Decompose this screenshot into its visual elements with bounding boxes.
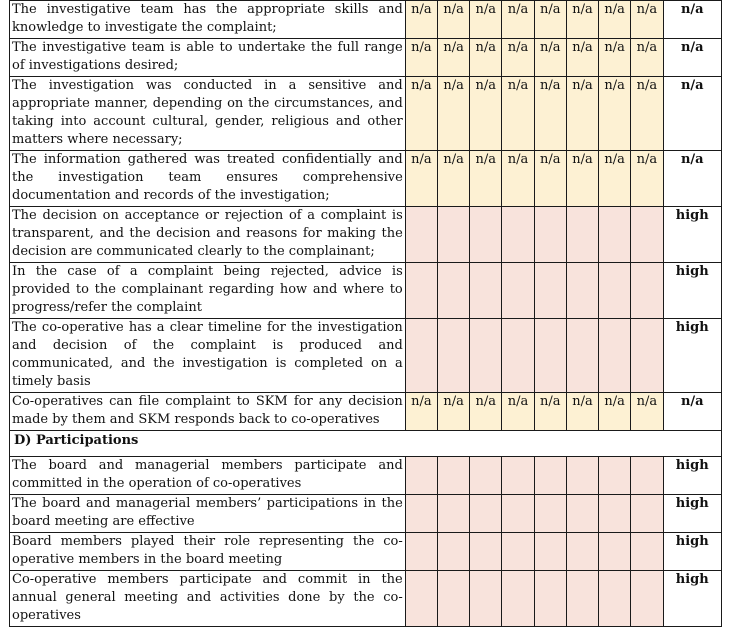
score-cell — [534, 495, 566, 533]
score-cell: n/a — [599, 1, 631, 39]
score-cell: n/a — [405, 77, 437, 151]
criterion-text: The co-operative has a clear timeline for the investigation and decision of the complaint is produced and communicated, and the investigation is completed on a timely basis — [10, 319, 406, 393]
score-cell — [566, 571, 598, 627]
score-cell — [631, 533, 663, 571]
score-cell — [405, 457, 437, 495]
score-cell: n/a — [502, 1, 534, 39]
rating-cell: high — [663, 263, 721, 319]
score-cell — [470, 533, 502, 571]
score-cell: n/a — [631, 1, 663, 39]
score-cell — [534, 207, 566, 263]
score-cell — [566, 319, 598, 393]
criterion-text: The decision on acceptance or rejection of a complaint is transparent, and the decision and reasons for making the decision are communicated clearly to the complainant; — [10, 207, 406, 263]
score-cell: n/a — [599, 77, 631, 151]
score-cell: n/a — [534, 39, 566, 77]
score-cell — [470, 319, 502, 393]
criterion-text: The investigative team is able to undertake the full range of investigations desired; — [10, 39, 406, 77]
score-cell — [534, 533, 566, 571]
rating-cell: high — [663, 495, 721, 533]
criterion-text: The board and managerial members participate and committed in the operation of co-operatives — [10, 457, 406, 495]
score-cell — [631, 319, 663, 393]
table-row — [10, 263, 722, 319]
score-cell — [502, 571, 534, 627]
rating-cell: n/a — [663, 39, 721, 77]
score-cell: n/a — [534, 151, 566, 207]
score-cell: n/a — [566, 393, 598, 431]
table-row — [10, 495, 722, 533]
score-cell: n/a — [502, 39, 534, 77]
score-cell: n/a — [502, 77, 534, 151]
table-row — [10, 457, 722, 495]
score-cell — [405, 495, 437, 533]
score-cell: n/a — [405, 393, 437, 431]
score-cell — [599, 457, 631, 495]
criterion-text: The board and managerial members’ participations in the board meeting are effective — [10, 495, 406, 533]
score-cell: n/a — [470, 151, 502, 207]
score-cell — [470, 571, 502, 627]
score-cell: n/a — [566, 77, 598, 151]
score-cell — [405, 263, 437, 319]
criterion-text: Co-operatives can file complaint to SKM for any decision made by them and SKM responds back to co-operatives — [10, 393, 406, 431]
score-cell — [502, 533, 534, 571]
score-cell: n/a — [534, 1, 566, 39]
score-cell — [566, 495, 598, 533]
score-cell — [405, 571, 437, 627]
score-cell — [405, 533, 437, 571]
score-cell: n/a — [631, 393, 663, 431]
score-cell: n/a — [437, 1, 469, 39]
rating-cell: n/a — [663, 151, 721, 207]
score-cell — [599, 495, 631, 533]
score-cell — [502, 207, 534, 263]
rating-cell: n/a — [663, 77, 721, 151]
score-cell: n/a — [631, 39, 663, 77]
score-cell: n/a — [437, 393, 469, 431]
score-cell — [631, 571, 663, 627]
table-row — [10, 77, 722, 151]
table-row — [10, 393, 722, 431]
score-cell — [534, 263, 566, 319]
assessment-table — [9, 0, 722, 627]
score-cell: n/a — [566, 1, 598, 39]
score-cell: n/a — [437, 151, 469, 207]
score-cell — [405, 207, 437, 263]
score-cell: n/a — [405, 39, 437, 77]
table-row — [10, 1, 722, 39]
score-cell — [470, 263, 502, 319]
section-title: D) Participations — [10, 431, 722, 457]
score-cell: n/a — [502, 393, 534, 431]
score-cell: n/a — [631, 151, 663, 207]
score-cell — [437, 571, 469, 627]
score-cell — [631, 263, 663, 319]
rating-cell: high — [663, 457, 721, 495]
rating-cell: high — [663, 207, 721, 263]
score-cell: n/a — [437, 39, 469, 77]
score-cell — [437, 457, 469, 495]
score-cell — [502, 457, 534, 495]
criterion-text: Board members played their role representing the co-operative members in the board meeting — [10, 533, 406, 571]
score-cell — [437, 207, 469, 263]
score-cell: n/a — [437, 77, 469, 151]
score-cell: n/a — [599, 39, 631, 77]
criterion-text: Co-operative members participate and commit in the annual general meeting and activities done by the co-operatives — [10, 571, 406, 627]
criterion-text: The information gathered was treated confidentially and the investigation team ensures comprehensive documentation and records of the investigation; — [10, 151, 406, 207]
score-cell — [631, 495, 663, 533]
table-row — [10, 207, 722, 263]
score-cell — [566, 533, 598, 571]
score-cell — [566, 457, 598, 495]
table-row — [10, 319, 722, 393]
score-cell — [437, 319, 469, 393]
score-cell — [437, 533, 469, 571]
score-cell: n/a — [405, 151, 437, 207]
score-cell — [470, 495, 502, 533]
score-cell: n/a — [502, 151, 534, 207]
criterion-text: In the case of a complaint being rejected, advice is provided to the complainant regarding how and where to progress/refer the complaint — [10, 263, 406, 319]
score-cell: n/a — [470, 39, 502, 77]
table-row — [10, 571, 722, 627]
score-cell — [502, 495, 534, 533]
score-cell — [631, 207, 663, 263]
score-cell — [599, 533, 631, 571]
score-cell — [470, 207, 502, 263]
score-cell — [599, 263, 631, 319]
score-cell — [534, 457, 566, 495]
table-row — [10, 39, 722, 77]
score-cell: n/a — [566, 151, 598, 207]
table-row — [10, 151, 722, 207]
score-cell: n/a — [631, 77, 663, 151]
score-cell: n/a — [599, 151, 631, 207]
table-row — [10, 533, 722, 571]
score-cell — [405, 319, 437, 393]
score-cell: n/a — [534, 77, 566, 151]
score-cell: n/a — [470, 77, 502, 151]
score-cell — [631, 457, 663, 495]
score-cell: n/a — [405, 1, 437, 39]
score-cell — [534, 571, 566, 627]
score-cell — [502, 319, 534, 393]
score-cell: n/a — [599, 393, 631, 431]
score-cell — [566, 207, 598, 263]
score-cell — [437, 495, 469, 533]
score-cell — [566, 263, 598, 319]
score-cell — [599, 571, 631, 627]
score-cell: n/a — [470, 1, 502, 39]
rating-cell: high — [663, 571, 721, 627]
score-cell — [470, 457, 502, 495]
criterion-text: The investigation was conducted in a sensitive and appropriate manner, depending on the circumstances, and taking into account cultural, gender, religious and other matters where necessary; — [10, 77, 406, 151]
rating-cell: high — [663, 533, 721, 571]
criterion-text: The investigative team has the appropriate skills and knowledge to investigate the complaint; — [10, 1, 406, 39]
score-cell — [502, 263, 534, 319]
rating-cell: high — [663, 319, 721, 393]
score-cell: n/a — [470, 393, 502, 431]
rating-cell: n/a — [663, 393, 721, 431]
rating-cell: n/a — [663, 1, 721, 39]
score-cell — [599, 319, 631, 393]
score-cell — [437, 263, 469, 319]
score-cell — [534, 319, 566, 393]
section-header-row — [10, 431, 722, 457]
score-cell: n/a — [566, 39, 598, 77]
score-cell: n/a — [534, 393, 566, 431]
score-cell — [599, 207, 631, 263]
